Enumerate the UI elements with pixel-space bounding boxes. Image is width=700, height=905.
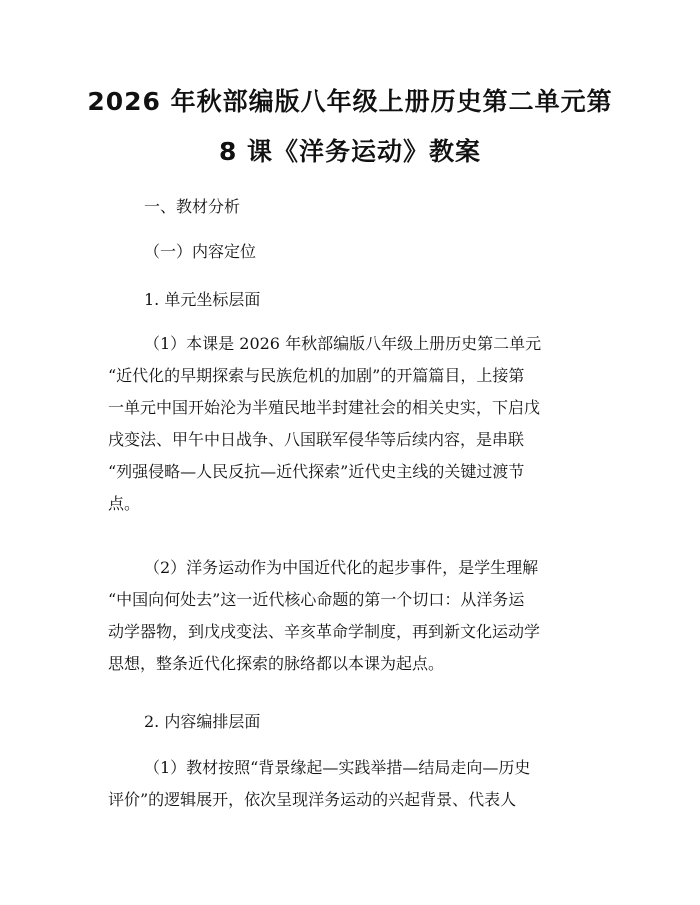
paragraph-content-arrangement-1	[108, 752, 598, 816]
paragraph-line: “中国向何处去”这一近代核心命题的第一个切口：从洋务运	[108, 590, 525, 609]
paragraph-line: 戌变法、甲午中日战争、八国联军侵华等后续内容，是串联	[108, 430, 525, 449]
paragraph-line: （1）教材按照“背景缘起—实践举措—结局走向—历史	[144, 758, 531, 777]
document-title-line-2: 8 课《洋务运动》教案	[218, 137, 482, 166]
subsection-heading-content-positioning: （一）内容定位	[144, 242, 257, 261]
paragraph-line: 动学器物，到戊戌变法、辛亥革命学制度，再到新文化运动学	[108, 622, 541, 641]
paragraph-line: （2）洋务运动作为中国近代化的起步事件，是学生理解	[144, 558, 539, 577]
paragraph-line: 评价”的逻辑展开，依次呈现洋务运动的兴起背景、代表人	[108, 790, 517, 809]
document-title-line-1: 2026 年秋部编版八年级上册历史第二单元第	[87, 87, 613, 116]
paragraph-line: “列强侵略—人民反抗—近代探索”近代史主线的关键过渡节	[108, 462, 525, 481]
paragraph-line: 一单元中国开始沦为半殖民地半封建社会的相关史实，下启戊	[108, 398, 541, 417]
paragraph-line: （1）本课是 2026 年秋部编版八年级上册历史第二单元	[144, 334, 542, 353]
point-heading-unit-coordinates: 1. 单元坐标层面	[144, 290, 261, 309]
section-heading-textbook-analysis: 一、教材分析	[144, 197, 241, 216]
paragraph-line: 思想，整条近代化探索的脉络都以本课为起点。	[108, 654, 445, 673]
paragraph-line: “近代化的早期探索与民族危机的加剧”的开篇篇目，上接第	[108, 366, 525, 385]
point-heading-content-arrangement: 2. 内容编排层面	[144, 712, 261, 731]
paragraph-unit-position-2	[108, 552, 598, 680]
paragraph-unit-position-1	[108, 328, 598, 520]
paragraph-line: 点。	[108, 494, 141, 513]
